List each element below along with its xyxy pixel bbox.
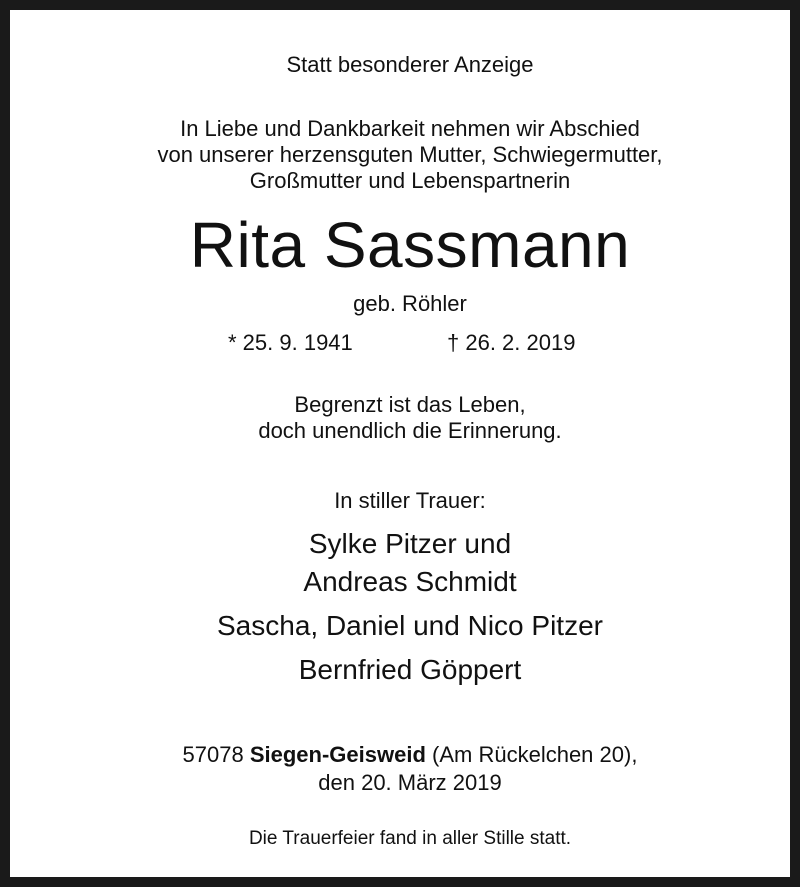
mourner-name: Bernfried Göppert (298, 654, 522, 685)
quote-line: doch unendlich die Erinnerung. (258, 418, 562, 443)
notice-date: den 20. März 2019 (318, 770, 502, 795)
quote-line: Begrenzt ist das Leben, (294, 392, 526, 417)
mourner-name: Andreas Schmidt (303, 566, 517, 597)
mourning-label: In stiller Trauer: (334, 488, 486, 513)
maiden-name: geb. Röhler (353, 291, 467, 316)
intro-line: von unserer herzensguten Mutter, Schwiegermutter, (157, 142, 663, 167)
postcode: 57078 (182, 742, 244, 767)
deceased-name: Rita Sassmann (189, 209, 631, 281)
intro-line: Großmutter und Lebenspartnerin (249, 168, 571, 193)
funeral-note: Die Trauerfeier fand in aller Stille statt. (248, 828, 572, 849)
intro-line: In Liebe und Dankbarkeit nehmen wir Abschied (180, 116, 640, 141)
city: Siegen-Geisweid (249, 742, 426, 767)
life-dates (10, 330, 800, 360)
mourner-name: Sascha, Daniel und Nico Pitzer (217, 610, 603, 641)
death-date: † 26. 2. 2019 (447, 330, 576, 355)
street: (Am Rückelchen 20), (432, 742, 638, 767)
address-line (10, 742, 800, 768)
notice-header: Statt besonderer Anzeige (286, 52, 534, 77)
mourner-name: Sylke Pitzer und (308, 528, 512, 559)
birth-date: * 25. 9. 1941 (228, 330, 353, 355)
